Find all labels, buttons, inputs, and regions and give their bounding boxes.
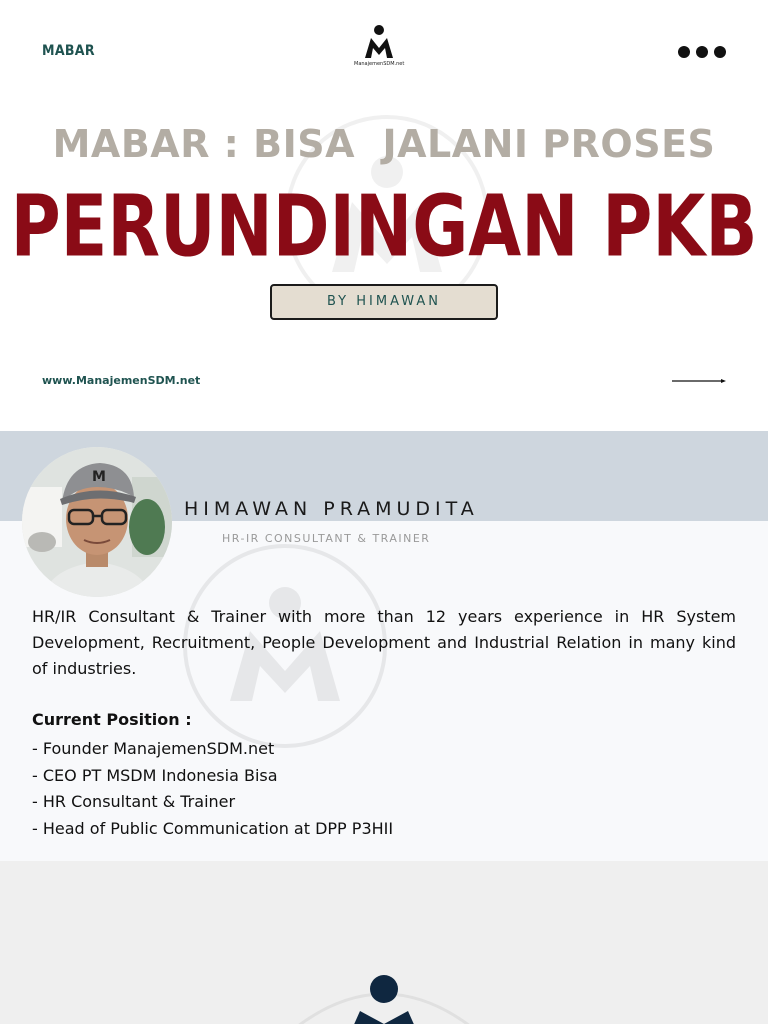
next-page-section (0, 861, 768, 1024)
website-link[interactable]: www.ManajemenSDM.net (42, 374, 201, 387)
headline-main: PERUNDINGAN PKB (10, 176, 758, 276)
positions-title: Current Position : (32, 710, 192, 729)
author-bio: HR/IR Consultant & Trainer with more than 12 years experience in HR System Development, Recruitment, People Development and Industrial Relation in many kind of industries. (32, 607, 736, 678)
logo-icon (284, 969, 484, 1024)
list-item: - HR Consultant & Trainer (32, 792, 236, 811)
arrow-right-icon[interactable] (672, 376, 726, 386)
site-logo[interactable] (354, 24, 404, 74)
list-item: - CEO PT MSDM Indonesia Bisa (32, 765, 278, 785)
svg-text:M: M (92, 469, 106, 485)
author-role: HR-IR CONSULTANT & TRAINER (222, 532, 431, 545)
more-dots-icon[interactable] (678, 46, 726, 60)
positions-list (32, 736, 393, 842)
avatar (22, 447, 172, 597)
logo-caption: ManajemenSDM.net (354, 61, 405, 67)
headline-top: MABAR : BISA JALANI PROSES (52, 122, 716, 166)
author-name: HIMAWAN PRAMUDITA (184, 498, 479, 520)
brand-label: MABAR (42, 43, 95, 59)
cover-section (0, 0, 768, 431)
byline-badge: BY HIMAWAN (270, 284, 498, 320)
list-item: - Head of Public Communication at DPP P3HII (32, 818, 394, 838)
list-item: - Founder ManajemenSDM.net (32, 739, 275, 758)
logo-icon (363, 24, 395, 60)
